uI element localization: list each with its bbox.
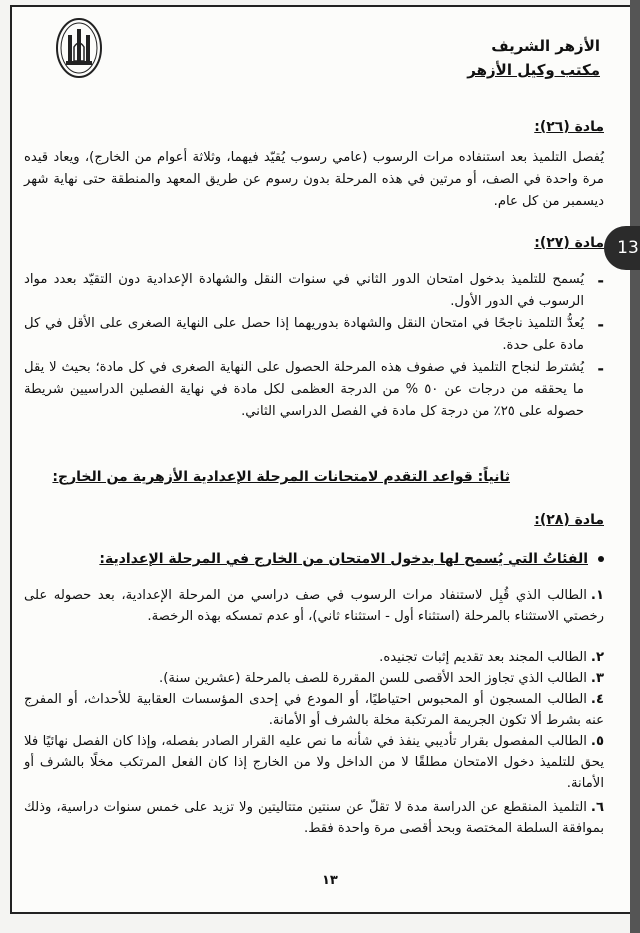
- category-text: الفئاتُ التي يُسمح لها بدخول الامتحان من الخارج في المرحلة الإعدادية:: [99, 551, 588, 567]
- bullet-dot: [598, 556, 604, 562]
- item-number: ٦.: [590, 800, 604, 815]
- item-text: الطالب المجند بعد تقديم إثبات تجنيده.: [379, 650, 587, 665]
- list-item: [24, 585, 604, 627]
- item-number: ٥.: [590, 734, 604, 749]
- bullet-dash: -: [597, 271, 604, 290]
- article-26-title: مادة (٢٦):: [534, 119, 604, 135]
- item-text: الطالب المسجون أو المحبوس احتياطيًا، أو المودع في إحدى المؤسسات العقابية للأحداث، أو المفرج عنه بشرط ألا تكون الجريمة المرتكبة مخلة بالشرف أو الأمانة.: [24, 692, 604, 728]
- document-page: [10, 5, 634, 914]
- item-text: الطالب المفصول بقرار تأديبي ينفذ في شأنه ما نص عليه القرار الصادر بفصله، وإذا كان الفصل نهائيًا فلا يحق للتلميذ دخول الامتحان مطلقًا لا من الداخل ولا من الخارج إذا كان الفعل المرتكب مخلًا بالشرف أو الأمانة.: [24, 734, 604, 791]
- section-2-title: ثانياً: قواعد التقدم لامتحانات المرحلة الإعدادية الأزهرية من الخارج:: [52, 469, 510, 485]
- article-27-bullet-2: يُعدُّ التلميذ ناجحًا في امتحان النقل والشهادة بدوريهما إذا حصل على النهاية الصغرى على الأقل في كل مادة على حدة.: [24, 316, 584, 353]
- list-item: [24, 689, 604, 731]
- category-heading: [99, 551, 604, 567]
- header-institution: الأزهر الشريف: [491, 37, 600, 55]
- azhar-logo: [54, 17, 104, 79]
- article-26-text: يُفصل التلميذ بعد استنفاده مرات الرسوب (عامي رسوب يُقيّد فيهما، وثلاثة أعوام من الخارج)، ويعاد قيده مرة واحدة في الصف، أو مرتين في هذه المرحلة بدون رسوم عن طريق المعهد والمنطقة حتى نهاية شهر ديسمبر من كل عام.: [24, 150, 604, 209]
- header-office: مكتب وكيل الأزهر: [467, 61, 600, 79]
- article-27-bullet-3: يُشترط لنجاح التلميذ في صفوف هذه المرحلة الحصول على النهاية الصغرى في كل مادة؛ بحيث لا يقل ما يحققه من درجات عن ٥٠ % من الدرجة العظمى لكل مادة في نهاية الفصلين الدراسيين شريطة حصوله على ٢٥٪ من درجة كل مادة في الفصل الدراسي الثاني.: [24, 360, 584, 419]
- article-27-bullet-1: يُسمح للتلميذ بدخول امتحان الدور الثاني في سنوات النقل والشهادة الإعدادية دون التقيّد بعدد مواد الرسوب في الدور الأول.: [24, 272, 584, 309]
- item-number: ٢.: [590, 650, 604, 665]
- bullet-dash: -: [597, 359, 604, 378]
- list-item: [24, 797, 604, 839]
- item-number: ١.: [590, 588, 604, 603]
- article-27-title: مادة (٢٧):: [534, 235, 604, 251]
- page-number: ١٣: [322, 873, 338, 888]
- list-item: [24, 668, 604, 689]
- scan-edge-shadow: [630, 0, 640, 933]
- bullet-dash: -: [597, 315, 604, 334]
- article-28-title: مادة (٢٨):: [534, 512, 604, 528]
- item-text: التلميذ المنقطع عن الدراسة مدة لا تقلّ عن سنتين متتاليتين ولا تزيد على خمس سنوات دراسية، وذلك بموافقة السلطة المختصة وبحد أقصى مرة واحدة فقط.: [24, 800, 604, 836]
- item-text: الطالب الذي تجاوز الحد الأقصى للسن المقررة للصف بالمرحلة (عشرين سنة).: [159, 671, 587, 686]
- list-item: [24, 647, 604, 668]
- list-item: [24, 731, 604, 794]
- item-text: الطالب الذي قُبِل لاستنفاد مرات الرسوب في صف دراسي من المرحلة الإعدادية، بعد حصوله على رخصتي الاستثناء بالمرحلة (استثناء أول - استثناء ثاني)، أو عدم تمسكه بهذه الرخصة.: [24, 588, 604, 624]
- item-number: ٣.: [590, 671, 604, 686]
- page-badge: 13: [604, 226, 640, 270]
- item-number: ٤.: [590, 692, 604, 707]
